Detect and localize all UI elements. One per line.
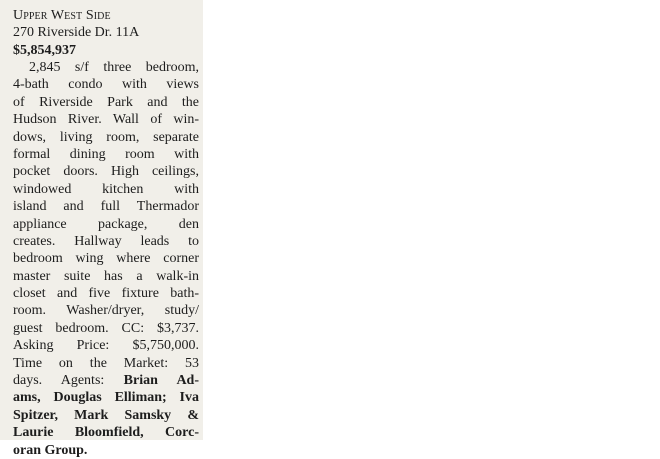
description-line: master suite has a walk-in <box>13 268 199 284</box>
description-line: bedroom wing where corner <box>13 251 199 267</box>
agent-line: oran Group. <box>13 442 88 458</box>
description-line: appliance package, den <box>13 216 199 232</box>
description-line: dows, living room, separate <box>13 129 199 145</box>
description-line: pocket doors. High ceilings, <box>13 164 199 180</box>
description-line: 4-bath condo with views <box>13 77 199 93</box>
description-line: creates. Hallway leads to <box>13 233 199 249</box>
description-line: Asking Price: $5,750,000. <box>13 338 199 354</box>
description-line: room. Washer/dryer, study/ <box>13 303 199 319</box>
description-line: Hudson River. Wall of win- <box>13 112 199 128</box>
listing-header <box>13 7 199 59</box>
description-line: island and full Thermador <box>13 199 199 215</box>
description-line: windowed kitchen with <box>13 181 199 197</box>
description-line: of Riverside Park and the <box>13 94 199 110</box>
agent-line: Laurie Bloomfield, Corc- <box>13 425 199 441</box>
neighborhood-label: Upper West Side <box>13 8 111 23</box>
agent-line: ams, Douglas Elliman; Iva <box>13 390 199 406</box>
description-line: guest bedroom. CC: $3,737. <box>13 320 199 336</box>
listing-address: 270 Riverside Dr. 11A <box>13 25 140 41</box>
description-line: 2,845 s/f three bedroom, <box>29 60 199 75</box>
agent-names: Brian Ad- <box>123 373 199 389</box>
agent-line: Spitzer, Mark Samsky & <box>13 407 199 423</box>
description-line: closet and five fixture bath- <box>13 286 199 302</box>
agents-prefix: days. Agents: <box>13 373 124 389</box>
listing-price: $5,854,937 <box>13 42 76 58</box>
description-line <box>13 372 199 389</box>
description-line: Time on the Market: 53 <box>13 355 199 371</box>
listing-description <box>13 59 199 459</box>
listing-clipping <box>0 0 203 458</box>
description-line: formal dining room with <box>13 146 199 162</box>
